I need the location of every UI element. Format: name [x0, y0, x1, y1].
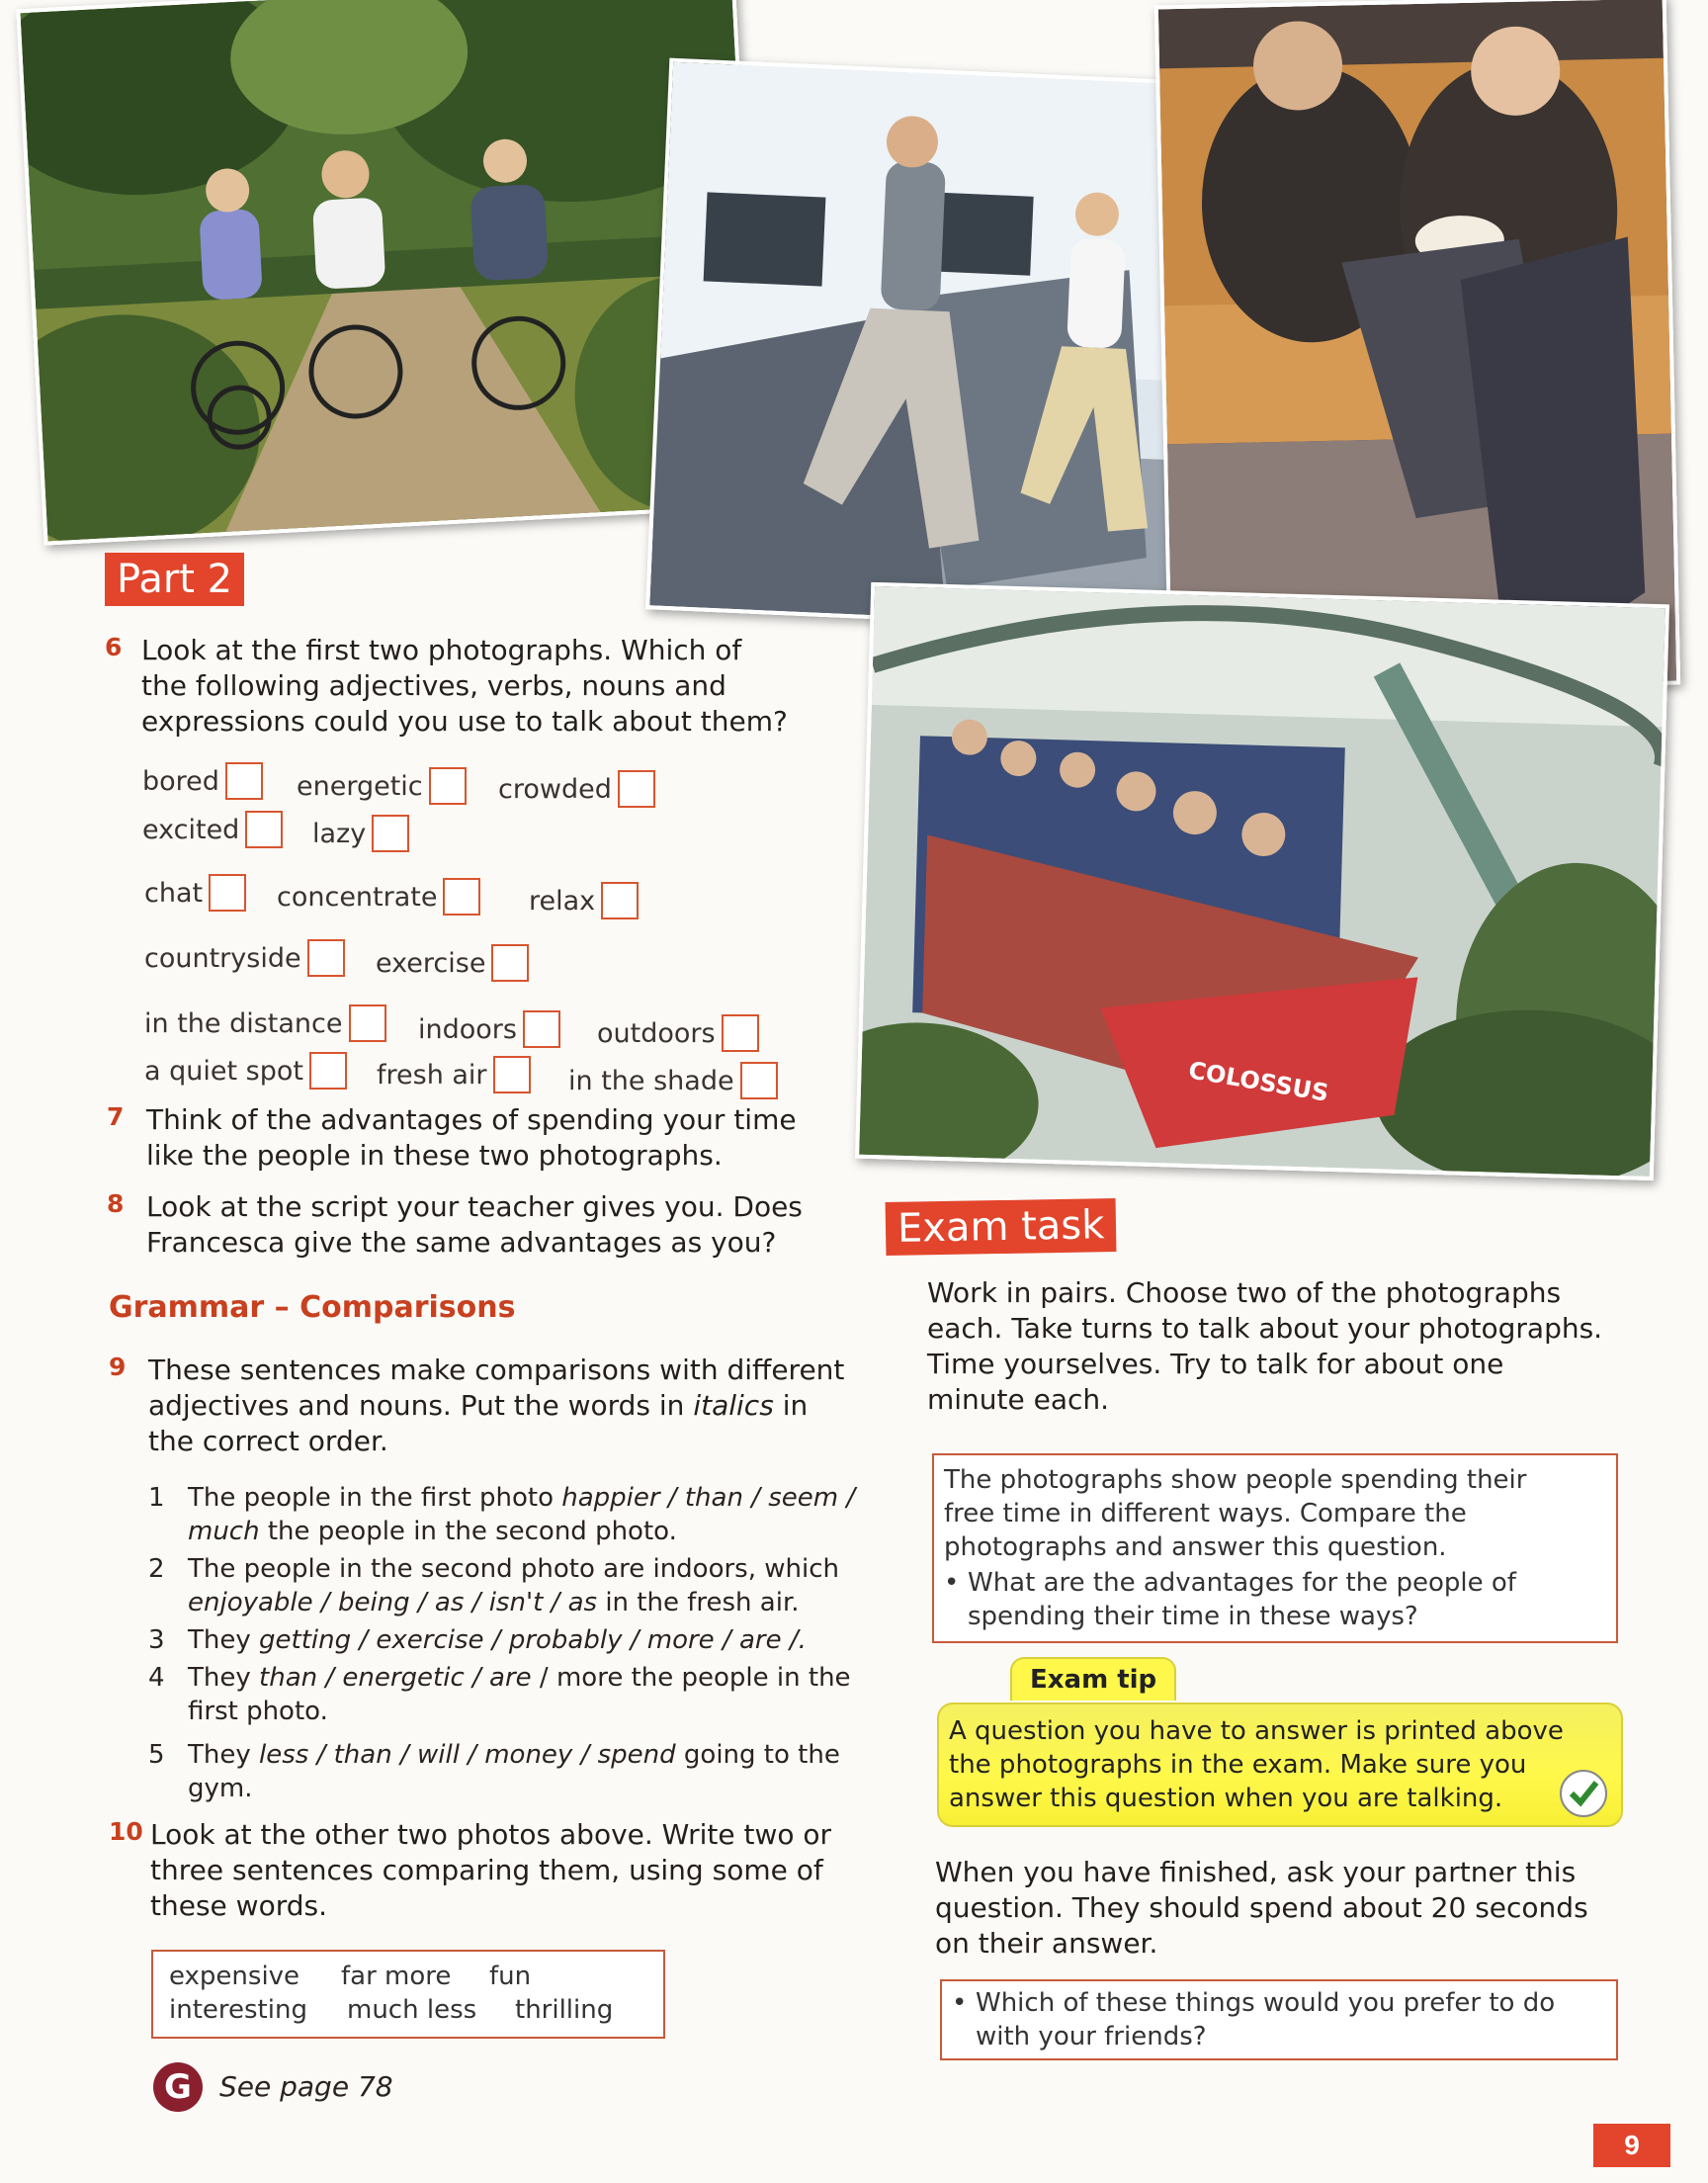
exam-task-final-box: [940, 1979, 1618, 2060]
check-icon: [1560, 1770, 1607, 1817]
item-text: They: [188, 1625, 260, 1655]
checkbox[interactable]: [601, 882, 639, 919]
word-far-more: far more: [341, 1962, 452, 1991]
exam-task-intro: Work in pairs. Choose two of the photographs each. Take turns to talk about your photographs. Time yourselves. Try to talk for about one minute each.: [927, 1276, 1603, 1416]
item-italic: less / than / will / money / spend: [259, 1740, 676, 1770]
option-excited[interactable]: [142, 811, 283, 848]
option-in-the-distance[interactable]: [144, 1004, 386, 1042]
photo-cycling: [16, 0, 762, 546]
checkbox[interactable]: [493, 1056, 531, 1093]
option-bored[interactable]: [142, 762, 263, 800]
page-number: 9: [1593, 2124, 1670, 2167]
q9-item-3: [148, 1623, 860, 1657]
option-label: crowded: [498, 773, 612, 805]
item-text: They: [188, 1740, 260, 1770]
item-text: / more the people in the first photo.: [188, 1663, 851, 1726]
option-countryside[interactable]: [144, 939, 345, 977]
word-fun: fun: [489, 1962, 532, 1991]
option-in-the-shade[interactable]: [568, 1062, 778, 1099]
exam-tip-title: Exam tip: [1010, 1657, 1176, 1701]
item-text: They: [188, 1663, 260, 1693]
q9-text-a: These sentences make comparisons with different adjectives and nouns. Put the words in: [148, 1353, 845, 1422]
item-italic: happier / than / seem / much: [188, 1483, 856, 1546]
coaster-sign: COLOSSUS: [1186, 1056, 1331, 1107]
checkbox[interactable]: [307, 939, 345, 977]
option-label: energetic: [297, 770, 423, 802]
q7-number: 7: [107, 1102, 125, 1131]
word-expensive: expensive: [169, 1962, 300, 1991]
q9-item-1: [148, 1481, 860, 1548]
option-label: excited: [142, 814, 240, 845]
q10-text: Look at the other two photos above. Write two or three sentences comparing them, using some of these words.: [150, 1818, 832, 1922]
q7-text: Think of the advantages of spending your time like the people in these two photographs.: [146, 1103, 797, 1172]
q6-number: 6: [105, 633, 123, 661]
option-label: in the distance: [144, 1007, 343, 1039]
checkbox[interactable]: [740, 1062, 778, 1099]
word-interesting: interesting: [169, 1995, 307, 2025]
checkbox[interactable]: [443, 878, 480, 916]
q9-italic: italics: [693, 1389, 774, 1422]
word-thrilling: thrilling: [515, 1995, 614, 2025]
photo-couch: [1154, 0, 1681, 695]
q9-text: [148, 1353, 850, 1459]
option-chat[interactable]: [144, 874, 246, 912]
item-text: the people in the second photo.: [259, 1517, 677, 1546]
exam-tip-text: A question you have to answer is printed above the photographs in the exam. Make sure you answer this question when you are talking.: [949, 1716, 1564, 1813]
exam-task-question-box: [932, 1453, 1618, 1643]
checkbox[interactable]: [372, 815, 409, 852]
item-text: The people in the first photo: [188, 1483, 562, 1513]
option-label: a quiet spot: [144, 1055, 303, 1087]
grammar-reference-link[interactable]: See page 78: [219, 2070, 393, 2103]
item-number: 2: [148, 1554, 165, 1584]
item-text: The people in the second photo are indoors, which: [188, 1554, 840, 1584]
option-label: bored: [142, 765, 219, 797]
exam-task-label: Exam task: [886, 1198, 1117, 1256]
option-quiet-spot[interactable]: [144, 1052, 347, 1090]
option-label: fresh air: [377, 1059, 487, 1091]
option-label: exercise: [376, 947, 486, 979]
item-text: in the fresh air.: [597, 1588, 800, 1617]
exam-tip-box: [937, 1703, 1623, 1827]
item-italic: getting / exercise / probably / more / are /.: [259, 1625, 807, 1655]
item-number: 3: [148, 1625, 165, 1655]
exam-task-box-bullet: What are the advantages for the people of spending their time in these ways?: [968, 1568, 1516, 1631]
grammar-reference-icon: G: [153, 2062, 203, 2112]
photo-treadmill: [645, 58, 1196, 633]
checkbox[interactable]: [349, 1004, 386, 1042]
option-relax[interactable]: [529, 882, 639, 919]
item-italic: than / energetic / are: [259, 1663, 532, 1693]
bullet: •: [952, 1988, 968, 2018]
q9-item-5: [148, 1738, 860, 1805]
checkbox[interactable]: [722, 1014, 759, 1052]
option-label: countryside: [144, 942, 301, 974]
option-label: relax: [529, 885, 596, 917]
checkbox[interactable]: [209, 874, 246, 912]
option-indoors[interactable]: [418, 1010, 560, 1048]
option-energetic[interactable]: [297, 767, 467, 805]
option-outdoors[interactable]: [597, 1014, 759, 1052]
bullet: •: [944, 1568, 960, 1598]
exam-task-final-bullet: Which of these things would you prefer to do with your friends?: [976, 1988, 1556, 2052]
option-label: lazy: [312, 818, 367, 849]
photo-roller-coaster: [855, 582, 1669, 1180]
option-fresh-air[interactable]: [377, 1056, 531, 1093]
exam-task-after-text: When you have finished, ask your partner this question. They should spend about 20 seconds on their answer.: [935, 1856, 1588, 1960]
q9-item-4: [148, 1661, 860, 1728]
option-label: concentrate: [277, 881, 438, 913]
grammar-heading: Grammar – Comparisons: [109, 1290, 516, 1325]
part-label: Part 2: [105, 553, 244, 606]
option-lazy[interactable]: [312, 815, 409, 852]
option-label: in the shade: [568, 1065, 734, 1096]
checkbox[interactable]: [225, 762, 263, 800]
option-crowded[interactable]: [498, 770, 655, 808]
word-much-less: much less: [347, 1995, 477, 2025]
option-concentrate[interactable]: [277, 878, 480, 916]
checkbox[interactable]: [523, 1010, 560, 1048]
q8-text: Look at the script your teacher gives you. Does Francesca give the same advantages as you?: [146, 1190, 803, 1259]
checkbox[interactable]: [429, 767, 467, 805]
exam-task-box-text: The photographs show people spending their free time in different ways. Compare the photographs and answer this question.: [944, 1465, 1527, 1562]
item-text: going to the gym.: [188, 1740, 840, 1803]
checkbox[interactable]: [245, 811, 283, 848]
q10-word-box: [151, 1950, 665, 2039]
q10-number: 10: [109, 1817, 143, 1846]
checkbox[interactable]: [618, 770, 655, 808]
q9-text-b: in the correct order.: [148, 1389, 809, 1457]
q8-number: 8: [107, 1189, 125, 1218]
checkbox[interactable]: [309, 1052, 347, 1090]
item-number: 1: [148, 1483, 165, 1513]
checkbox[interactable]: [491, 944, 529, 982]
item-italic: enjoyable / being / as / isn't / as: [188, 1588, 598, 1617]
q6-text: Look at the first two photographs. Which of the following adjectives, verbs, nouns and expressions could you use to talk about them?: [141, 634, 788, 738]
option-label: chat: [144, 877, 204, 909]
option-label: indoors: [418, 1013, 517, 1045]
q9-number: 9: [109, 1353, 127, 1381]
item-number: 4: [148, 1663, 165, 1693]
item-number: 5: [148, 1740, 165, 1770]
option-exercise[interactable]: [376, 944, 529, 982]
option-label: outdoors: [597, 1017, 716, 1049]
q9-item-2: [148, 1552, 860, 1619]
